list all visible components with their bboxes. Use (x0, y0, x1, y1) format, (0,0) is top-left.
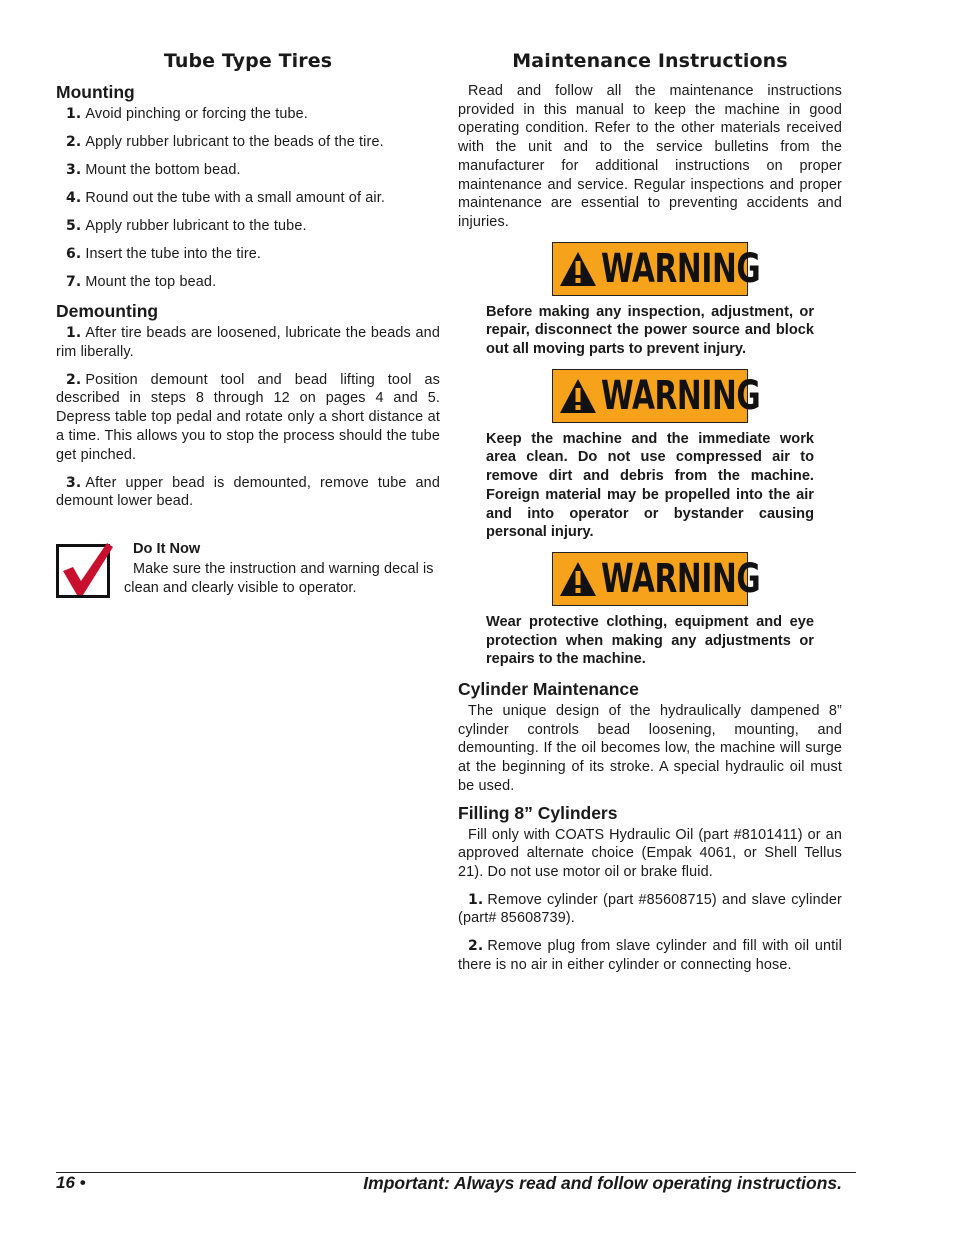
step-text: Mount the bottom bead. (85, 162, 241, 178)
warning-label: WARNING (601, 555, 761, 602)
footer-text: Important: Always read and follow operating instructions. (363, 1173, 842, 1193)
warning-label: WARNING (601, 245, 761, 292)
warning-triangle-icon (559, 378, 597, 414)
warning-triangle-icon (559, 251, 597, 287)
cylinder-maintenance-text: The unique design of the hydraulically dampened 8” cylinder controls bead loosening, mounting, and demounting. If the oil becomes low, the machine will surge at the beginning of its stroke. A special hydraulic oil must be used. (458, 703, 842, 794)
list-item (66, 217, 440, 236)
filling-step (458, 937, 842, 974)
step-number: 2. (468, 938, 484, 955)
filling-cylinders-text: Fill only with COATS Hydraulic Oil (part #8101411) or an approved alternate choice (Empak 4061, or Shell Tellus 21). Do not use motor oil or brake fluid. (458, 826, 842, 880)
step-text: Insert the tube into the tire. (85, 246, 262, 262)
step-number: 7. (66, 274, 82, 290)
step-text: Remove plug from slave cylinder and fill with oil until there is no air in either cylinder or connecting hose. (458, 938, 842, 974)
step-number: 1. (66, 325, 82, 341)
mounting-heading: Mounting (56, 82, 135, 102)
cylinder-maintenance-heading: Cylinder Maintenance (458, 679, 639, 700)
left-column (56, 50, 440, 603)
step-text: Avoid pinching or forcing the tube. (85, 106, 308, 122)
step-text: After tire beads are loosened, lubricate the beads and rim liberally. (56, 325, 440, 360)
do-it-now-note (56, 541, 440, 603)
filling-cylinders-heading: Filling 8” Cylinders (458, 802, 618, 823)
step-number: 6. (66, 246, 82, 262)
step-number: 2. (66, 134, 82, 150)
do-it-now-text: Make sure the instruction and warning decal is clean and clearly visible to operator. (124, 560, 434, 596)
step-number: 4. (66, 190, 82, 206)
step-number: 1. (468, 891, 484, 908)
right-column (458, 50, 842, 984)
list-item (66, 245, 440, 264)
step-number: 2. (66, 371, 82, 388)
warning-text: Before making any inspection, adjustment, or repair, disconnect the power source and block out all moving parts to prevent injury. (486, 303, 814, 358)
tube-type-tires-title: Tube Type Tires (163, 50, 333, 72)
demounting-heading: Demounting (56, 301, 159, 321)
demount-step (56, 371, 440, 465)
warning-block (486, 242, 814, 669)
warning-sign (552, 552, 761, 606)
warning-sign (552, 242, 761, 296)
maintenance-intro: Read and follow all the maintenance instructions provided in this manual to keep the machine in good operating condition. Refer to the other materials received with the unit and to the service bulletins from the manufacturer for additional instructions on proper maintenance and service. Regular inspections and proper maintenance are essential to preventing accidents and injuries. (458, 83, 842, 230)
checkbox-frame (56, 544, 110, 598)
step-number: 5. (66, 218, 82, 234)
warning-text: Keep the machine and the immediate work area clean. Do not use compressed air to remove dirt and debris from the machine. Foreign material may be propelled into the air and into operator or bystander causing personal injury. (486, 430, 814, 541)
step-text: Position demount tool and bead lifting tool as described in steps 8 through 12 on pages 4 and 5. Depress table top pedal and rotate only a short distance at a time. This allows you to stop the process should the tube get pinched. (56, 371, 440, 463)
filling-step (458, 891, 842, 928)
demount-step (56, 474, 440, 511)
list-item (66, 105, 440, 124)
step-number: 3. (66, 162, 82, 178)
step-text: Remove cylinder (part #85608715) and slave cylinder (part# 85608739). (458, 891, 842, 927)
do-it-now-heading: Do It Now (133, 540, 201, 557)
step-text: Mount the top bead. (85, 274, 217, 290)
warning-sign (552, 369, 761, 423)
step-number: 3. (66, 474, 82, 491)
step-text: Apply rubber lubricant to the tube. (85, 218, 307, 234)
list-item (66, 133, 440, 152)
step-text: Apply rubber lubricant to the beads of the tire. (85, 134, 384, 150)
list-item (66, 189, 440, 208)
page-number: 16 • (56, 1173, 86, 1192)
list-item (66, 273, 440, 292)
warning-text: Wear protective clothing, equipment and eye protection when making any adjustments or repairs to the machine. (486, 613, 814, 668)
maintenance-instructions-title: Maintenance Instructions (512, 50, 788, 72)
list-item (66, 161, 440, 180)
warning-label: WARNING (601, 372, 761, 419)
check-mark-icon (61, 541, 113, 597)
step-text: Round out the tube with a small amount of air. (85, 190, 386, 206)
step-number: 1. (66, 106, 82, 122)
mounting-steps (56, 105, 440, 292)
warning-triangle-icon (559, 561, 597, 597)
demount-step (56, 324, 440, 361)
step-text: After upper bead is demounted, remove tube and demount lower bead. (56, 474, 440, 510)
